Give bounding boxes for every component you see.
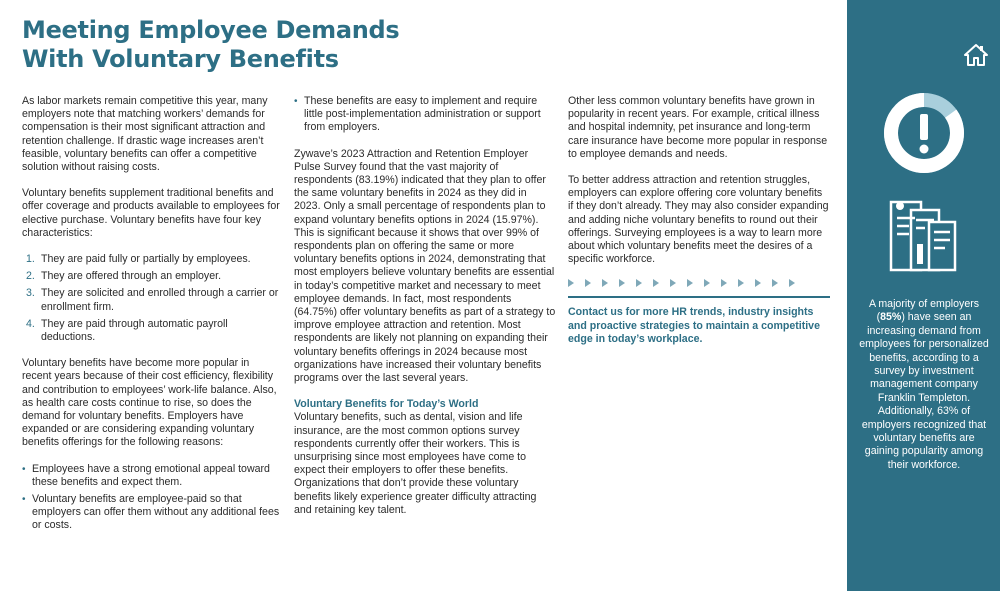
survey-paragraph: Zywave’s 2023 Attraction and Retention Employer Pulse Survey found that the vast majority of respondents (83.19%) indicated that they plan to offer the same voluntary benefits in 2024 as they did in 2023. Only a small percentage of respondents plan to expand voluntary benefits options in 2024 (15.97%). This is significant because it shows that over 99% of respondents plan on offering the same or more voluntary benefits options in 2024, demonstrating that most employers believe voluntary benefits are essential in today’s competitive market and necessary to meet employee demands. In fact, most respondents (64.75%) offer voluntary benefits as part of a strategy to improve employee attraction and retention. Most respondents are likely not planning on expanding their voluntary benefits offerings in 2024 because most organizations have increased their voluntary benefits programs over the last several years. (294, 147, 556, 385)
list-item: 4. They are paid through automatic payroll deductions. (26, 317, 228, 344)
less-common-paragraph: Other less common voluntary benefits have grown in popularity in recent years. For example, critical illness and hospital indemnity, pet insurance and long-term care insurance have become more popular in response to employee demands and needs. (568, 95, 828, 160)
bullet-icon: • (22, 494, 26, 506)
column-middle (294, 95, 556, 517)
bullet-icon: • (22, 463, 26, 475)
home-icon (964, 43, 988, 67)
strategy-paragraph: To better address attraction and retention struggles, employers can explore offering core voluntary benefits if they don’t already. They may also consider expanding and adding niche voluntary benefits to round out their offerings. Surveying employees is a way to learn more about which voluntary benefits meet the desires of a specific workforce. (568, 174, 829, 266)
page-title: Meeting Employee Demands With Voluntary Benefits (22, 16, 400, 73)
sidebar-panel (847, 0, 1000, 591)
definition-paragraph: Voluntary benefits supplement traditional benefits and offer coverage and products available to employees for elective purchase. Voluntary benefits have four key characteristics: (22, 187, 280, 239)
documents-icon (889, 196, 957, 274)
list-item: 2. They are offered through an employer. (26, 270, 222, 283)
reasons-list (22, 463, 280, 533)
list-item: 3. They are solicited and enrolled through a carrier or enrollment firm. (26, 287, 279, 313)
list-item: 1. They are paid fully or partially by employees. (26, 253, 251, 266)
reasons-list-continued (294, 95, 556, 135)
list-item: • Employees have a strong emotional appeal toward these benefits and expect them. (22, 462, 270, 488)
section-heading: Voluntary Benefits for Today’s World (294, 398, 479, 411)
alert-donut-icon (883, 92, 965, 174)
column-right (568, 95, 830, 359)
arrow-icons (568, 279, 795, 287)
characteristics-list (22, 253, 280, 344)
list-item: • Voluntary benefits are employee-paid so that employers can offer them without any additional fees or costs. (22, 493, 280, 532)
arrow-divider (568, 278, 830, 298)
sidebar-stat-text: A majority of employers (85%) have seen an increasing demand from employees for personalized benefits, according to a survey by investment management company Franklin Templeton. Additionally, 63% of employers recognized that voluntary benefits are gaining popularity among their workforce. (859, 298, 989, 471)
list-item: • These benefits are easy to implement and require little post-implementation administration or support from employers. (294, 95, 541, 134)
common-options-paragraph: Voluntary benefits, such as dental, vision and life insurance, are the most common options survey respondents currently offer their workers. This is unsurprising since most employees have come to expect their employers to offer these benefits. Organizations that don’t provide these voluntary benefits likely experience greater difficulty attracting and retaining key talent. (294, 411, 537, 516)
bullet-icon: • (294, 96, 298, 107)
stat-value: 85% (880, 311, 902, 324)
popularity-paragraph: Voluntary benefits have become more popular in recent years because of their cost efficiency, flexibility and contribution to employees’ work-life balance. Also, as health care costs continue to rise, so does the demand for voluntary benefits. Employers have expanded or are considering expanding voluntary benefits offerings for the following reasons: (22, 357, 277, 449)
intro-paragraph: As labor markets remain competitive this year, many employers note that matching workers’ demands for compensation is their most significant attraction and retention challenge. If drastic wage increases aren’t feasible, voluntary benefits can offer a competitive solution without raising costs. (22, 95, 268, 174)
column-left (22, 95, 280, 546)
contact-callout: Contact us for more HR trends, industry insights and proactive strategies to maintain a competitive edge in today’s workplace. (568, 306, 820, 345)
